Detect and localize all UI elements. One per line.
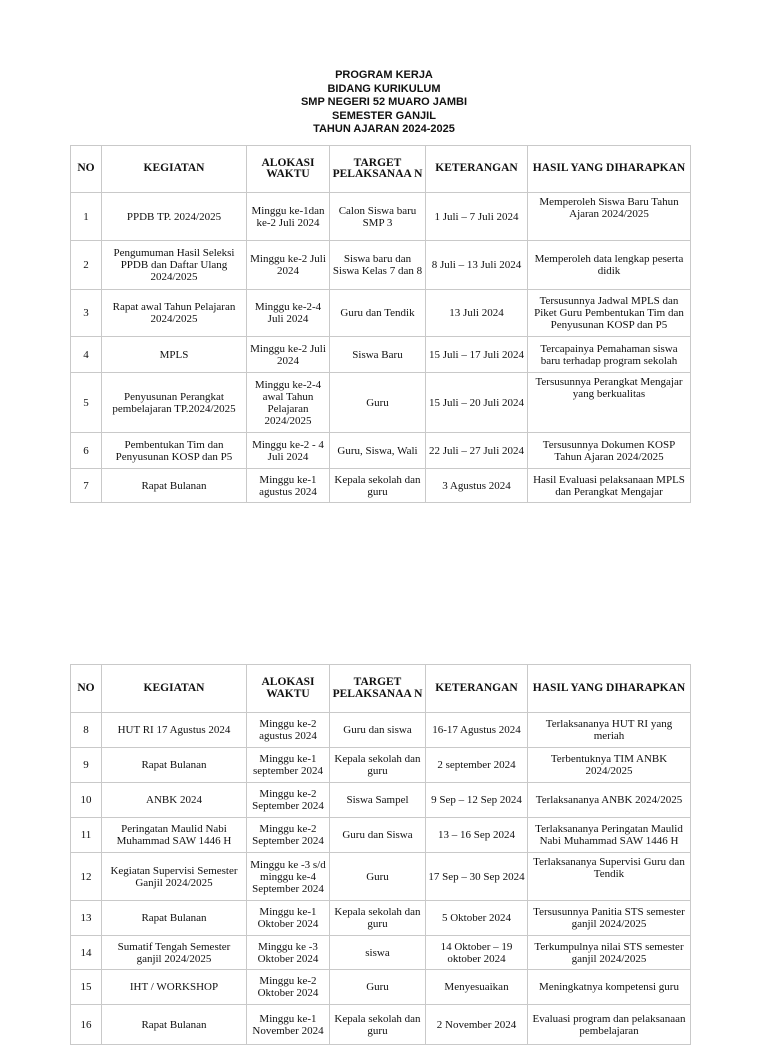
table-row [71, 853, 691, 901]
cell-hasil: Terlaksananya Supervisi Guru dan Tendik [528, 853, 691, 901]
cell-alokasi-waktu: Minggu ke -3 Oktober 2024 [247, 936, 330, 970]
heading-program-kerja: PROGRAM KERJA [335, 69, 433, 81]
cell-target: Guru [330, 853, 426, 901]
cell-keterangan: 15 Juli – 20 Juli 2024 [426, 373, 528, 433]
cell-target: Guru [330, 373, 426, 433]
cell-kegiatan: Peringatan Maulid Nabi Muhammad SAW 1446 H [102, 818, 247, 853]
cell-no: 6 [71, 433, 102, 469]
cell-no: 16 [71, 1005, 102, 1045]
cell-alokasi-waktu: Minggu ke-2 agustus 2024 [247, 713, 330, 748]
cell-hasil: Terlaksananya HUT RI yang meriah [528, 713, 691, 748]
heading-bidang: BIDANG KURIKULUM [327, 82, 441, 95]
cell-kegiatan: IHT / WORKSHOP [102, 970, 247, 1005]
cell-target: Kepala sekolah dan guru [330, 748, 426, 783]
cell-hasil: Meningkatnya kompetensi guru [528, 970, 691, 1005]
header-hasil: HASIL YANG DIHARAPKAN [528, 665, 691, 713]
cell-kegiatan: Pengumuman Hasil Seleksi PPDB dan Daftar Ulang 2024/2025 [102, 241, 247, 290]
cell-keterangan: Menyesuaikan [426, 970, 528, 1005]
cell-alokasi-waktu: Minggu ke-2-4 Juli 2024 [247, 290, 330, 337]
cell-keterangan: 13 Juli 2024 [426, 290, 528, 337]
cell-hasil: Tersusunnya Perangkat Mengajar yang berkualitas [528, 373, 691, 433]
table-row [71, 901, 691, 936]
cell-keterangan: 17 Sep – 30 Sep 2024 [426, 853, 528, 901]
cell-alokasi-waktu: Minggu ke-1dan ke-2 Juli 2024 [247, 193, 330, 241]
cell-kegiatan: HUT RI 17 Agustus 2024 [102, 713, 247, 748]
table-row [71, 337, 691, 373]
cell-alokasi-waktu: Minggu ke-1 Oktober 2024 [247, 901, 330, 936]
header-no: NO [71, 665, 102, 713]
cell-target: Siswa baru dan Siswa Kelas 7 dan 8 [330, 241, 426, 290]
cell-target: Kepala sekolah dan guru [330, 901, 426, 936]
cell-keterangan: 15 Juli – 17 Juli 2024 [426, 337, 528, 373]
header-keterangan: KETERANGAN [426, 146, 528, 193]
cell-target: Guru dan Tendik [330, 290, 426, 337]
cell-kegiatan: Sumatif Tengah Semester ganjil 2024/2025 [102, 936, 247, 970]
cell-keterangan: 13 – 16 Sep 2024 [426, 818, 528, 853]
header-kegiatan: KEGIATAN [102, 665, 247, 713]
cell-keterangan: 8 Juli – 13 Juli 2024 [426, 241, 528, 290]
cell-kegiatan: Rapat Bulanan [102, 1005, 247, 1045]
cell-keterangan: 14 Oktober – 19 oktober 2024 [426, 936, 528, 970]
cell-no: 3 [71, 290, 102, 337]
table-2-body [71, 713, 691, 1045]
cell-alokasi-waktu: Minggu ke-2 Oktober 2024 [247, 970, 330, 1005]
cell-keterangan: 16-17 Agustus 2024 [426, 713, 528, 748]
table-row [71, 748, 691, 783]
cell-no: 5 [71, 373, 102, 433]
document-heading [0, 69, 768, 137]
table-row [71, 469, 691, 503]
cell-kegiatan: Rapat Bulanan [102, 748, 247, 783]
cell-target: Kepala sekolah dan guru [330, 1005, 426, 1045]
cell-kegiatan: Rapat Bulanan [102, 469, 247, 503]
cell-target: Guru [330, 970, 426, 1005]
cell-target: Guru dan Siswa [330, 818, 426, 853]
cell-hasil: Memperoleh Siswa Baru Tahun Ajaran 2024/2025 [528, 193, 691, 241]
cell-alokasi-waktu: Minggu ke-1 agustus 2024 [247, 469, 330, 503]
table-row [71, 433, 691, 469]
table-row [71, 1005, 691, 1045]
table-row [71, 713, 691, 748]
cell-keterangan: 5 Oktober 2024 [426, 901, 528, 936]
table-header-row [71, 665, 691, 713]
cell-keterangan: 3 Agustus 2024 [426, 469, 528, 503]
cell-target: Kepala sekolah dan guru [330, 469, 426, 503]
cell-hasil: Hasil Evaluasi pelaksanaan MPLS dan Perangkat Mengajar [528, 469, 691, 503]
cell-alokasi-waktu: Minggu ke-1 November 2024 [247, 1005, 330, 1045]
cell-target: Calon Siswa baru SMP 3 [330, 193, 426, 241]
heading-tahun-ajaran: TAHUN AJARAN 2024-2025 [313, 123, 455, 135]
cell-alokasi-waktu: Minggu ke-2 Juli 2024 [247, 241, 330, 290]
cell-target: Siswa Baru [330, 337, 426, 373]
cell-kegiatan: Pembentukan Tim dan Penyusunan KOSP dan P5 [102, 433, 247, 469]
table-row [71, 936, 691, 970]
cell-hasil: Tersusunnya Jadwal MPLS dan Piket Guru Pembentukan Tim dan Penyusunan KOSP dan P5 [528, 290, 691, 337]
cell-hasil: Terlaksananya Peringatan Maulid Nabi Muhammad SAW 1446 H [528, 818, 691, 853]
cell-hasil: Tersusunnya Panitia STS semester ganjil 2024/2025 [528, 901, 691, 936]
cell-no: 12 [71, 853, 102, 901]
cell-keterangan: 2 November 2024 [426, 1005, 528, 1045]
cell-kegiatan: PPDB TP. 2024/2025 [102, 193, 247, 241]
header-target-pelaksanaan: TARGET PELAKSANAA N [330, 665, 426, 713]
header-keterangan: KETERANGAN [426, 665, 528, 713]
cell-keterangan: 9 Sep – 12 Sep 2024 [426, 783, 528, 818]
table-row [71, 783, 691, 818]
table-1-body [71, 193, 691, 503]
cell-target: Guru, Siswa, Wali [330, 433, 426, 469]
cell-no: 10 [71, 783, 102, 818]
cell-no: 7 [71, 469, 102, 503]
cell-no: 2 [71, 241, 102, 290]
cell-no: 4 [71, 337, 102, 373]
table-row [71, 193, 691, 241]
cell-hasil: Tersusunnya Dokumen KOSP Tahun Ajaran 2024/2025 [528, 433, 691, 469]
heading-school: SMP NEGERI 52 MUARO JAMBI [300, 96, 468, 108]
cell-alokasi-waktu: Minggu ke-1 september 2024 [247, 748, 330, 783]
table-row [71, 970, 691, 1005]
cell-kegiatan: ANBK 2024 [102, 783, 247, 818]
cell-alokasi-waktu: Minggu ke-2 September 2024 [247, 818, 330, 853]
header-alokasi-waktu: ALOKASI WAKTU [247, 146, 330, 193]
cell-alokasi-waktu: Minggu ke-2 September 2024 [247, 783, 330, 818]
cell-hasil: Terlaksananya ANBK 2024/2025 [528, 783, 691, 818]
cell-no: 1 [71, 193, 102, 241]
header-target-pelaksanaan: TARGET PELAKSANAA N [330, 146, 426, 193]
cell-hasil: Tercapainya Pemahaman siswa baru terhadap program sekolah [528, 337, 691, 373]
header-hasil: HASIL YANG DIHARAPKAN [528, 146, 691, 193]
table-row [71, 818, 691, 853]
cell-target: siswa [330, 936, 426, 970]
cell-hasil: Terbentuknya TIM ANBK 2024/2025 [528, 748, 691, 783]
cell-target: Siswa Sampel [330, 783, 426, 818]
program-table-1 [70, 145, 691, 503]
cell-alokasi-waktu: Minggu ke -3 s/d minggu ke-4 September 2024 [247, 853, 330, 901]
cell-keterangan: 1 Juli – 7 Juli 2024 [426, 193, 528, 241]
cell-no: 9 [71, 748, 102, 783]
table-header-row [71, 146, 691, 193]
cell-kegiatan: Kegiatan Supervisi Semester Ganjil 2024/2025 [102, 853, 247, 901]
cell-hasil: Terkumpulnya nilai STS semester ganjil 2024/2025 [528, 936, 691, 970]
cell-kegiatan: Rapat awal Tahun Pelajaran 2024/2025 [102, 290, 247, 337]
table-row [71, 373, 691, 433]
cell-alokasi-waktu: Minggu ke-2 - 4 Juli 2024 [247, 433, 330, 469]
cell-no: 15 [71, 970, 102, 1005]
cell-hasil: Memperoleh data lengkap peserta didik [528, 241, 691, 290]
header-alokasi-waktu: ALOKASI WAKTU [247, 665, 330, 713]
header-kegiatan: KEGIATAN [102, 146, 247, 193]
cell-no: 13 [71, 901, 102, 936]
cell-no: 14 [71, 936, 102, 970]
cell-kegiatan: Rapat Bulanan [102, 901, 247, 936]
heading-semester: SEMESTER GANJIL [332, 109, 436, 122]
table-row [71, 290, 691, 337]
cell-no: 8 [71, 713, 102, 748]
header-no: NO [71, 146, 102, 193]
cell-kegiatan: Penyusunan Perangkat pembelajaran TP.2024/2025 [102, 373, 247, 433]
cell-keterangan: 2 september 2024 [426, 748, 528, 783]
cell-target: Guru dan siswa [330, 713, 426, 748]
cell-hasil: Evaluasi program dan pelaksanaan pembelajaran [528, 1005, 691, 1045]
table-row [71, 241, 691, 290]
cell-alokasi-waktu: Minggu ke-2-4 awal Tahun Pelajaran 2024/2025 [247, 373, 330, 433]
program-table-2 [70, 664, 691, 1045]
cell-keterangan: 22 Juli – 27 Juli 2024 [426, 433, 528, 469]
cell-kegiatan: MPLS [102, 337, 247, 373]
cell-alokasi-waktu: Minggu ke-2 Juli 2024 [247, 337, 330, 373]
cell-no: 11 [71, 818, 102, 853]
